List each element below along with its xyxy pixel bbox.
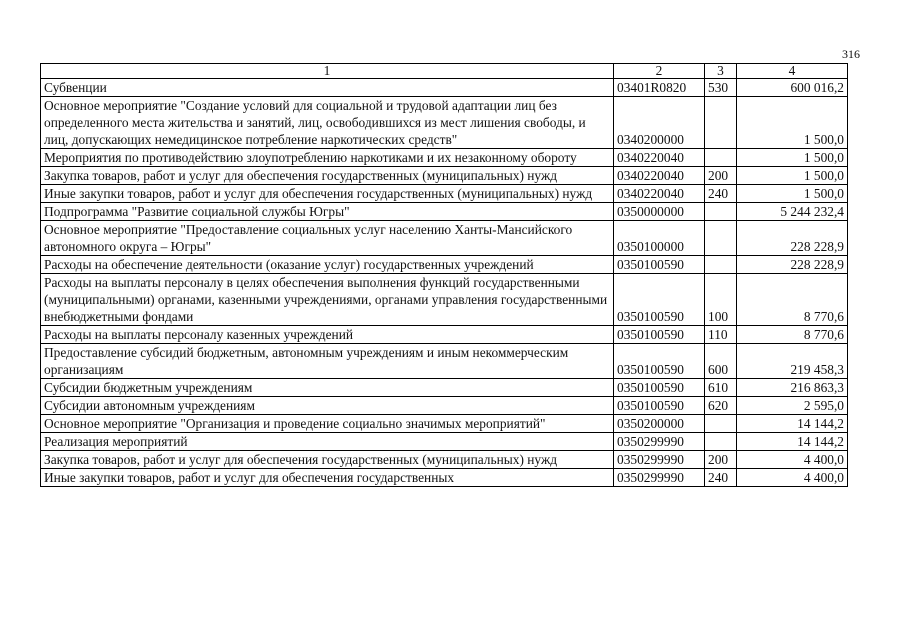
- table-row: [41, 451, 848, 469]
- row-type: [705, 97, 737, 149]
- table-header-row: [41, 64, 848, 79]
- table-row: [41, 149, 848, 167]
- row-name: Подпрограмма "Развитие социальной службы Югры": [41, 203, 614, 221]
- table-row: [41, 379, 848, 397]
- row-name: Закупка товаров, работ и услуг для обеспечения государственных (муниципальных) нужд: [41, 451, 614, 469]
- row-type: [705, 256, 737, 274]
- row-type: 100: [705, 274, 737, 326]
- row-code: 0350100590: [614, 274, 705, 326]
- row-name: Предоставление субсидий бюджетным, автономным учреждениям и иным некоммерческим организациям: [41, 344, 614, 379]
- table-row: [41, 97, 848, 149]
- row-code: 0350299990: [614, 433, 705, 451]
- row-name: Расходы на выплаты персоналу казенных учреждений: [41, 326, 614, 344]
- row-code: 0340220040: [614, 185, 705, 203]
- row-name: Основное мероприятие "Организация и проведение социально значимых мероприятий": [41, 415, 614, 433]
- row-sum: 1 500,0: [737, 97, 848, 149]
- row-name: Основное мероприятие "Создание условий для социальной и трудовой адаптации лиц без определенного места жительства и занятий, лиц, освободившихся из мест лишения свободы, и лиц, допускающих немедицинское потребление наркотических средств": [41, 97, 614, 149]
- row-type: 610: [705, 379, 737, 397]
- table-row: [41, 221, 848, 256]
- row-sum: 600 016,2: [737, 79, 848, 97]
- row-sum: 1 500,0: [737, 167, 848, 185]
- row-code: 0340220040: [614, 167, 705, 185]
- row-sum: 8 770,6: [737, 274, 848, 326]
- row-type: [705, 415, 737, 433]
- row-type: [705, 203, 737, 221]
- row-sum: 5 244 232,4: [737, 203, 848, 221]
- row-name: Субсидии автономным учреждениям: [41, 397, 614, 415]
- row-name: Субсидии бюджетным учреждениям: [41, 379, 614, 397]
- table-row: [41, 326, 848, 344]
- table-row: [41, 415, 848, 433]
- row-code: 0350100590: [614, 256, 705, 274]
- page-number: 316: [842, 47, 860, 61]
- row-sum: 8 770,6: [737, 326, 848, 344]
- row-code: 0350100590: [614, 397, 705, 415]
- row-code: 0350299990: [614, 451, 705, 469]
- row-type: 620: [705, 397, 737, 415]
- row-name: Реализация мероприятий: [41, 433, 614, 451]
- row-type: [705, 433, 737, 451]
- table-row: [41, 469, 848, 487]
- row-sum: 228 228,9: [737, 221, 848, 256]
- row-code: 0350200000: [614, 415, 705, 433]
- row-sum: 216 863,3: [737, 379, 848, 397]
- row-type: 200: [705, 167, 737, 185]
- row-type: 240: [705, 469, 737, 487]
- table-row: [41, 256, 848, 274]
- table-row: [41, 185, 848, 203]
- header-col-2: 2: [614, 64, 705, 79]
- table-row: [41, 344, 848, 379]
- row-name: Субвенции: [41, 79, 614, 97]
- row-sum: 14 144,2: [737, 415, 848, 433]
- row-code: 0350000000: [614, 203, 705, 221]
- row-name: Иные закупки товаров, работ и услуг для обеспечения государственных: [41, 469, 614, 487]
- row-sum: 228 228,9: [737, 256, 848, 274]
- table-row: [41, 203, 848, 221]
- budget-table: [40, 63, 848, 487]
- header-col-1: 1: [41, 64, 614, 79]
- row-name: Основное мероприятие "Предоставление социальных услуг населению Ханты-Мансийского автономного округа – Югры": [41, 221, 614, 256]
- table-row: [41, 167, 848, 185]
- row-type: [705, 221, 737, 256]
- row-type: 240: [705, 185, 737, 203]
- row-code: 0340220040: [614, 149, 705, 167]
- row-sum: 1 500,0: [737, 185, 848, 203]
- row-code: 0350299990: [614, 469, 705, 487]
- row-sum: 4 400,0: [737, 469, 848, 487]
- row-code: 0340200000: [614, 97, 705, 149]
- row-type: [705, 149, 737, 167]
- row-sum: 219 458,3: [737, 344, 848, 379]
- row-name: Мероприятия по противодействию злоупотреблению наркотиками и их незаконному обороту: [41, 149, 614, 167]
- row-sum: 2 595,0: [737, 397, 848, 415]
- row-code: 0350100590: [614, 379, 705, 397]
- row-type: 110: [705, 326, 737, 344]
- row-name: Иные закупки товаров, работ и услуг для обеспечения государственных (муниципальных) нужд: [41, 185, 614, 203]
- row-code: 0350100590: [614, 344, 705, 379]
- row-type: 200: [705, 451, 737, 469]
- row-code: 0350100590: [614, 326, 705, 344]
- row-type: 600: [705, 344, 737, 379]
- table-row: [41, 397, 848, 415]
- table-row: [41, 433, 848, 451]
- table-row: [41, 274, 848, 326]
- table-row: [41, 79, 848, 97]
- header-col-3: 3: [705, 64, 737, 79]
- row-type: 530: [705, 79, 737, 97]
- row-code: 03401R0820: [614, 79, 705, 97]
- row-sum: 14 144,2: [737, 433, 848, 451]
- row-sum: 4 400,0: [737, 451, 848, 469]
- row-sum: 1 500,0: [737, 149, 848, 167]
- row-code: 0350100000: [614, 221, 705, 256]
- row-name: Расходы на обеспечение деятельности (оказание услуг) государственных учреждений: [41, 256, 614, 274]
- header-col-4: 4: [737, 64, 848, 79]
- row-name: Расходы на выплаты персоналу в целях обеспечения выполнения функций государственными (муниципальными) органами, казенными учреждениями, органами управления государственными внебюджетными фондами: [41, 274, 614, 326]
- row-name: Закупка товаров, работ и услуг для обеспечения государственных (муниципальных) нужд: [41, 167, 614, 185]
